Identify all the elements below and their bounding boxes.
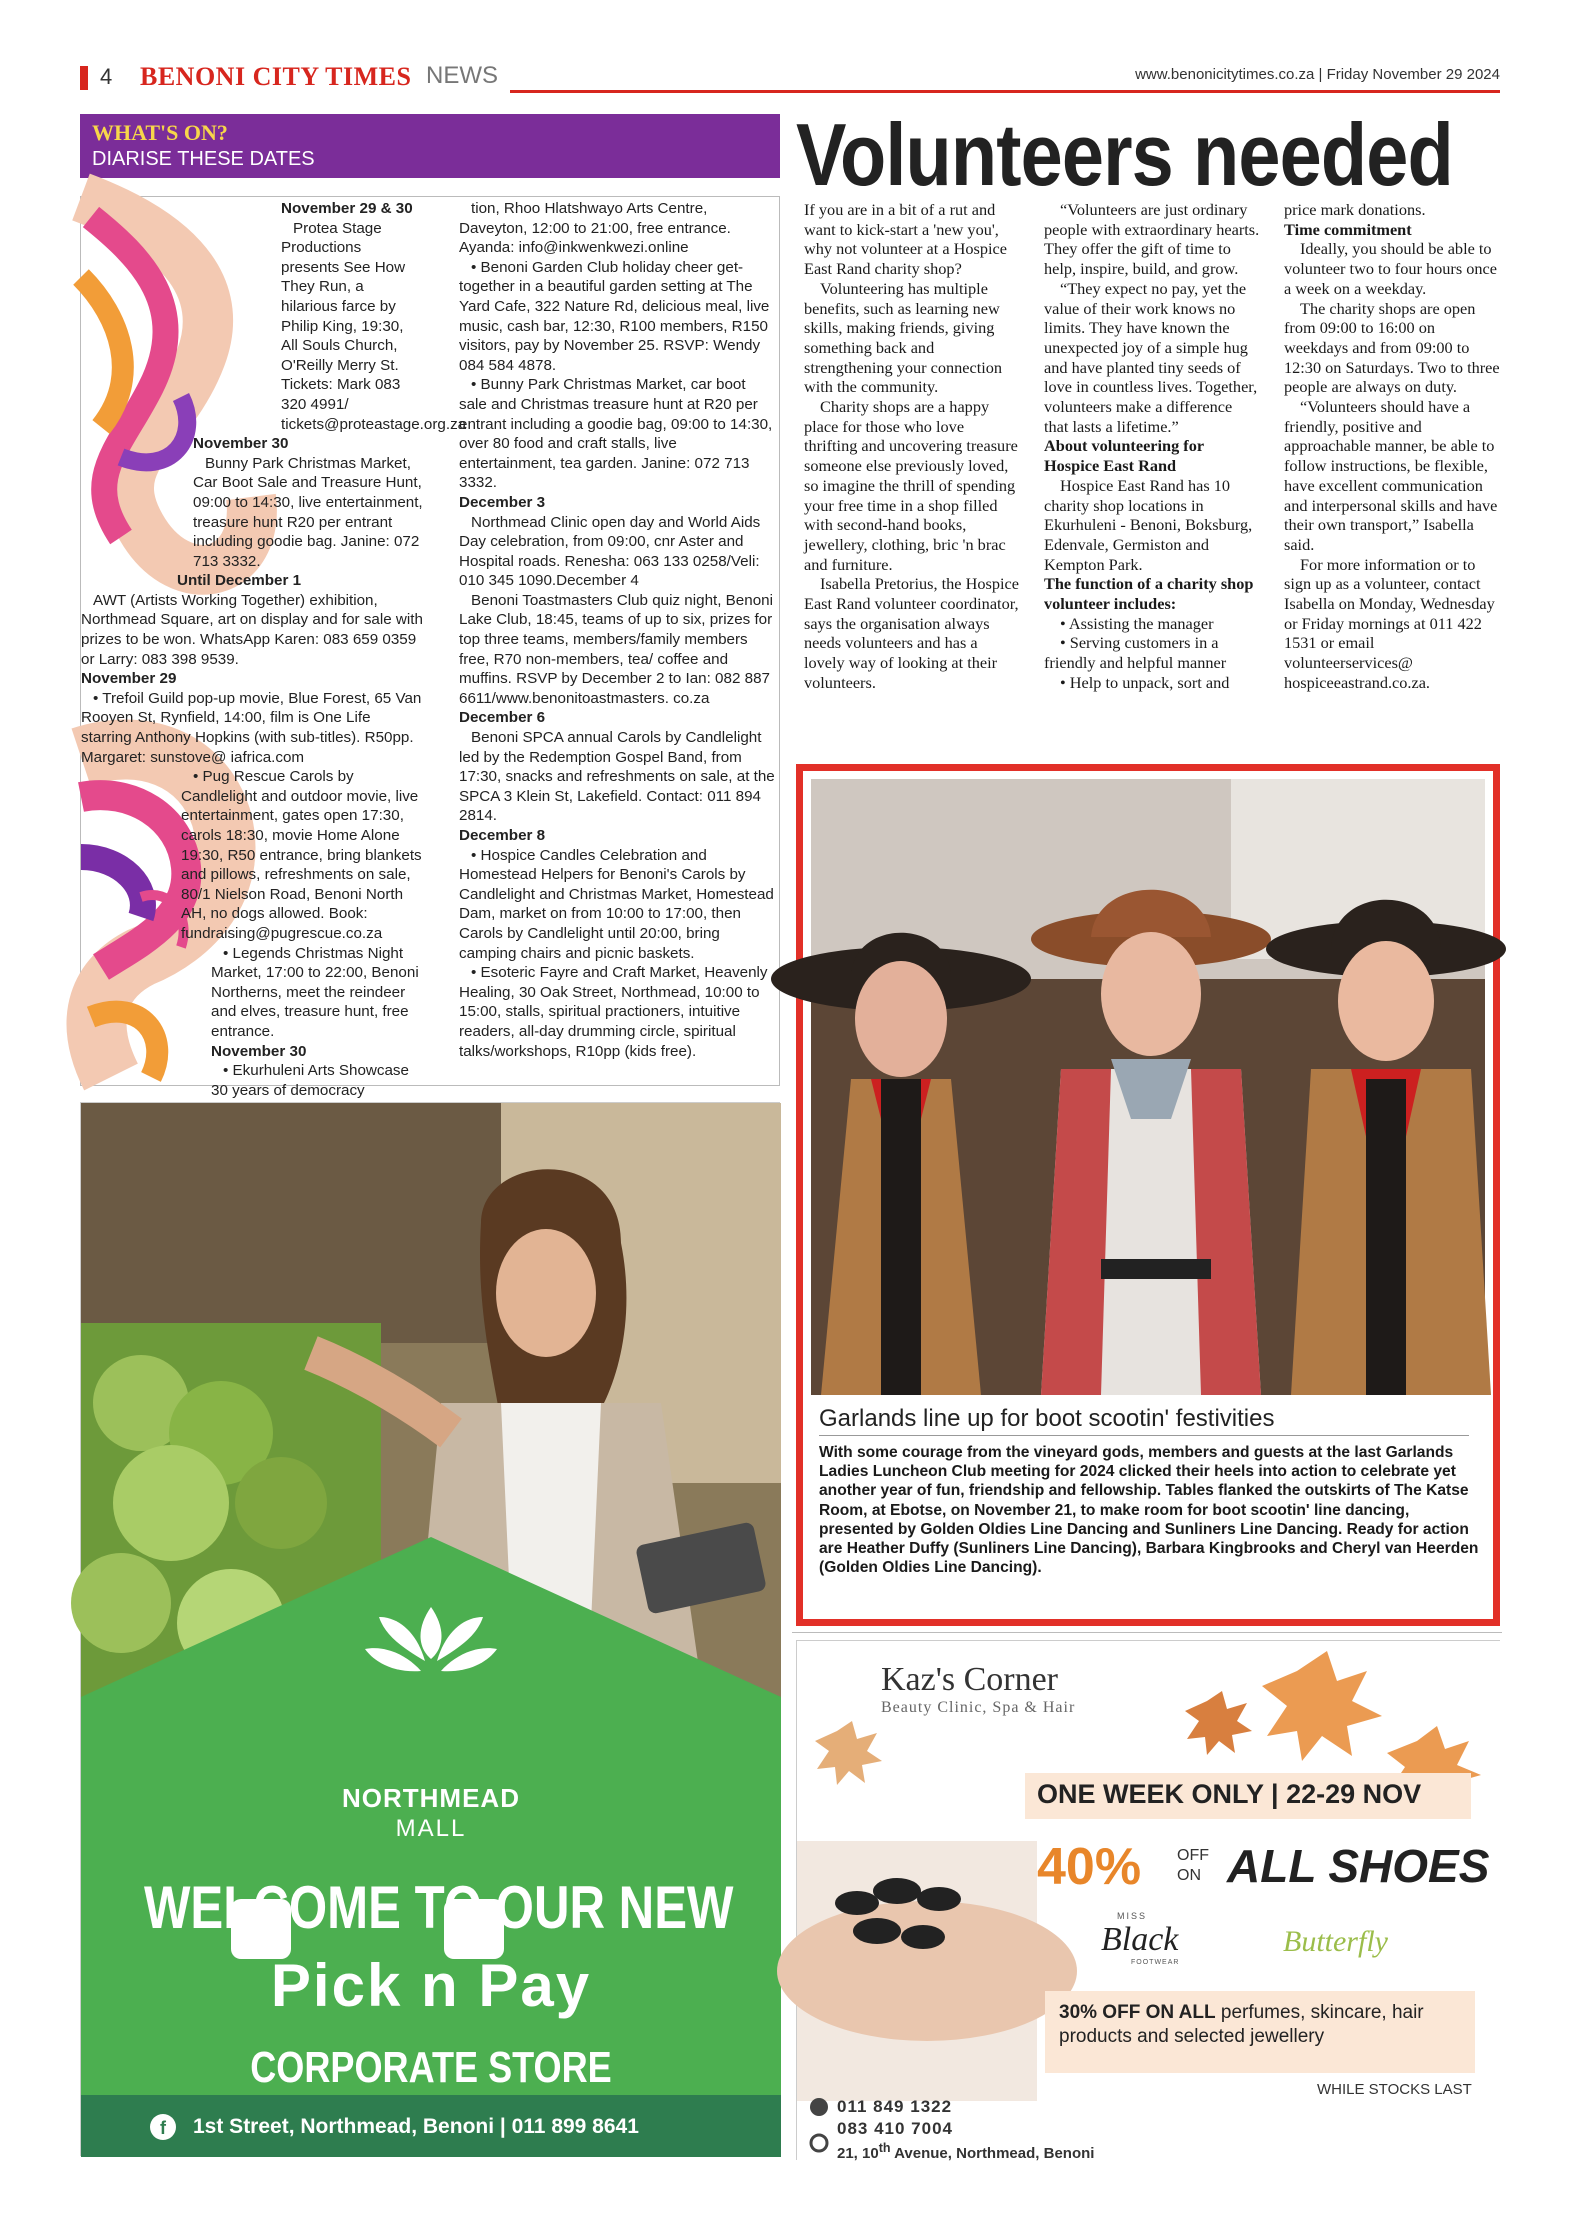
article-paragraph: The charity shops are open from 09:00 to 16:00 on weekdays and from 09:00 to 12:30 on Saturdays. Two to three people are always on duty. xyxy=(1284,298,1500,397)
off-label: OFF xyxy=(1177,1847,1209,1864)
page-header xyxy=(80,60,1500,100)
pick-n-pay-advert xyxy=(80,1102,780,2156)
article-paragraph: Isabella Pretorius, the Hospice East Rand volunteer coordinator, says the organisation always needs volunteers and has a lovely way of looking at their volunteers. xyxy=(804,574,1019,692)
event-entry: Benoni Toastmasters Club quiz night, Benoni Lake Club, 18:45, teams of up to six, prizes for top three teams, members/family members free, R70 non-members, tea/ coffee and muffins. RSVP by December 2 to Ian: 082 887 6611/www.benonitoastmasters. co.za xyxy=(459,591,773,707)
event-date: November 30 xyxy=(211,1042,307,1060)
mall-name: NORTHMEAD xyxy=(342,1783,520,1813)
event-entry: Benoni SPCA annual Carols by Candlelight led by the Redemption Gospel Band, from 17:30, snacks and refreshments on sale, at the SPCA 3 Klein St, Lakefield. Contact: 011 894 2814. xyxy=(459,729,775,825)
phone-number-1: 011 849 1322 xyxy=(837,2097,953,2116)
offer-bold: 30% OFF ON ALL xyxy=(1059,2002,1216,2023)
address-sup: th xyxy=(878,2141,891,2155)
article-column-1 xyxy=(804,200,1020,693)
whats-on-title: WHAT'S ON? xyxy=(92,120,228,145)
divider-line xyxy=(792,1632,1502,1633)
article-paragraph: Hospice East Rand has 10 charity shop locations in Ekurhuleni - Benoni, Boksburg, Edenvale, Germiston and Kempton Park. xyxy=(1044,475,1253,574)
event-entry: AWT (Artists Working Together) exhibition, Northmead Square, art on display and for sale with prizes to be won. WhatsApp Karen: 083 659 0359 or Larry: 083 398 9539. xyxy=(81,591,423,668)
event-date: December 3 xyxy=(459,493,546,511)
kaz-name: Kaz's Corner xyxy=(881,1661,1059,1698)
photo-feature-box xyxy=(796,764,1500,1626)
facebook-icon: f xyxy=(160,2118,166,2138)
article-paragraph: Volunteering has multiple benefits, such as learning new skills, making friends, giving something back and strengthening your connection with the community. xyxy=(804,278,1003,397)
article-subhead: Time commitment xyxy=(1284,219,1412,239)
event-entry: Protea Stage Productions presents See How They Run, a hilarious farce by Philip King, 19:30, All Souls Church, O'Reilly Merry St. Tickets: Mark 083 320 4991/ tickets@proteastage.org.za xyxy=(281,219,467,433)
whats-on-subtitle: DIARISE THESE DATES xyxy=(92,148,315,170)
cowgirls-photo xyxy=(811,779,1485,1395)
brand1-logo: Black xyxy=(1101,1921,1179,1958)
welcome-text: WELCOME TO OUR NEW xyxy=(144,1874,734,1941)
brand1-sub: FOOTWEAR xyxy=(1131,1959,1180,1966)
pnp-address-phone: 1st Street, Northmead, Benoni | 011 899 8641 xyxy=(193,2115,639,2138)
event-entry: • Ekurhuleni Arts Showcase 30 years of democracy xyxy=(211,1062,409,1099)
kazs-corner-advert xyxy=(796,1640,1500,2160)
phone-number-2: 083 410 7004 xyxy=(837,2119,953,2138)
page-number: 4 xyxy=(100,64,113,89)
whats-on-banner xyxy=(80,114,780,178)
event-date: November 29 & 30 xyxy=(281,200,413,217)
header-rule xyxy=(510,90,1500,93)
caption-title: Garlands line up for boot scootin' festivities xyxy=(819,1405,1275,1432)
while-stocks-last: WHILE STOCKS LAST xyxy=(1317,2081,1472,2098)
offer-rest: perfumes, skincare, hair products and selected jewellery xyxy=(1059,2002,1424,2047)
article-paragraph: “Volunteers are just ordinary people with extraordinary hearts. They offer the gift of time to help, inspire, build, and grow. xyxy=(1044,200,1260,279)
events-column-2 xyxy=(459,199,777,1061)
on-label: ON xyxy=(1177,1867,1201,1884)
article-paragraph: Ideally, you should be able to volunteer two to four hours once a week on a weekday. xyxy=(1284,239,1497,298)
discount-percent: 40% xyxy=(1037,1838,1142,1896)
event-entry: • Trefoil Guild pop-up movie, Blue Forest, 65 Van Rooyen St, Rynfield, 14:00, film is One Life starring Anthony Hopkins (with sub-titles). R50pp. Margaret: sunstove@ iafrica.com xyxy=(81,689,422,766)
site-and-date: www.benonicitytimes.co.za | Friday November 29 2024 xyxy=(1135,66,1500,83)
corporate-store-text: CORPORATE STORE xyxy=(250,2043,612,2092)
event-entry: tion, Rhoo Hlatshwayo Arts Centre, Daveyton, 12:00 to 21:00, free entrance. Ayanda: info@inkwenkwezi.online xyxy=(459,200,731,257)
article-subhead: About volunteering for Hospice East Rand xyxy=(1044,436,1204,476)
section-name: NEWS xyxy=(426,62,498,89)
kaz-address xyxy=(837,2141,1094,2162)
event-entry: • Pug Rescue Carols by Candlelight and outdoor movie, live entertainment, gates open 17:30, carols 18:30, movie Home Alone 19:30, R50 entrance, bring blankets and pillows, refreshments on sale, 80/1 Nielson Road, Benoni North AH, no dogs allowed. Book: fundraising@pugrescue.co.za xyxy=(181,768,422,942)
event-date: December 8 xyxy=(459,827,546,844)
article-column-3 xyxy=(1284,200,1500,693)
article-paragraph: • Serving customers in a friendly and helpful manner xyxy=(1044,633,1227,673)
event-entry: • Legends Christmas Night Market, 17:00 to 22:00, Benoni Northerns, meet the reindeer and elves, treasure hunt, free entrance. xyxy=(211,944,419,1040)
event-date: November 30 xyxy=(193,435,289,453)
article-paragraph: • Assisting the manager xyxy=(1060,613,1214,633)
event-entry: • Benoni Garden Club holiday cheer get-together in a beautiful garden setting at The Yard Cafe, 322 Nature Rd, delicious meal, live music, cash bar, 12:30, R100 members, R150 visitors, pay by November 25. RSVP: Wendy 084 584 4878. xyxy=(459,258,770,374)
event-date: December 6 xyxy=(459,709,546,727)
article-subhead: The function of a charity shop volunteer includes: xyxy=(1044,574,1254,614)
one-week-banner: ONE WEEK ONLY | 22-29 NOV xyxy=(1037,1779,1422,1809)
article-paragraph: “They expect no pay, yet the value of their work knows no limits. They have known the unexpected joy of a simple hug and have planted tiny seeds of love in countless lives. Together, volunteers make a difference that lasts a lifetime.” xyxy=(1044,278,1258,436)
mall-label: MALL xyxy=(395,1815,467,1842)
article-paragraph: For more information or to sign up as a volunteer, contact Isabella on Monday, Wednesday or Friday mornings at 011 422 1531 or email volunteerservices@ hospiceeastrand.co.za. xyxy=(1284,554,1495,692)
header-red-marker xyxy=(80,66,88,90)
event-entry: Northmead Clinic open day and World Aids Day celebration, from 09:00, cnr Aster and Hospital roads. Renesha: 063 133 0258/Veli: 010 345 1090.December 4 xyxy=(459,513,761,590)
events-column-1 xyxy=(81,199,467,1120)
brand1-small: MISS xyxy=(1117,1911,1148,1921)
offer-text xyxy=(1059,2001,1459,2049)
event-entry: Bunny Park Christmas Market, Car Boot Sale and Treasure Hunt, 09:00 to 14:30, live entertainment, treasure hunt R20 per entrant including goodie bag. Janine: 072 713 3332. xyxy=(193,454,423,570)
article-paragraph: “Volunteers should have a friendly, positive and approachable manner, be able to follow instructions, be flexible, have excellent communication and interpersonal skills and have their own transport,” Isabella said. xyxy=(1284,397,1498,554)
article-paragraph: • Help to unpack, sort and xyxy=(1060,672,1230,692)
article-column-2 xyxy=(1044,200,1260,693)
caption-body: With some courage from the vineyard gods, members and guests at the last Garlands Ladies Luncheon Club meeting for 2024 clicked their heels into action to celebrate yet another year of fun, friendship and fellowship. Tables flanked the outskirts of The Katse Room, at Ebotse, on November 21, to make room for boot scootin' line dancing, presented by Golden Oldies Line Dancing and Sunliners Line Dancing. Ready for action are Heather Duffy (Sunliners Line Dancing), Barbara Kingbrooks and Cheryl van Heerden (Golden Oldies Line Dancing). xyxy=(819,1444,1479,1577)
article-headline: Volunteers needed xyxy=(796,105,1453,204)
all-shoes-text: ALL SHOES xyxy=(1227,1840,1490,1892)
paper-name: BENONI CITY TIMES xyxy=(140,62,412,91)
caption-rule xyxy=(819,1435,1469,1436)
pick-n-pay-logo: Pick n Pay xyxy=(270,1952,592,2019)
article-paragraph: If you are in a bit of a rut and want to kick-start a 'new you', why not volunteer at a Hospice East Rand charity shop? xyxy=(804,200,1008,279)
event-entry: • Hospice Candles Celebration and Homestead Helpers for Benoni's Carols by Candlelight and Christmas Market, Homestead Dam, market on from 10:00 to 17:00, then Carols by Candlelight until 20:00, bring camping chairs and picnic baskets. xyxy=(459,846,774,962)
event-entry: • Bunny Park Christmas Market, car boot sale and Christmas treasure hunt at R20 per entrant including a goodie bag, 09:00 to 14:30, over 80 food and craft stalls, live entertainment, tea garden. Janine: 072 713 3332. xyxy=(459,376,773,492)
article-paragraph: Charity shops are a happy place for those who love thrifting and uncovering treasure someone else previously loved, so imagine the thrill of spending your free time in a shop filled with second-hand books, jewellery, clothing, bric 'n brac and furniture. xyxy=(804,397,1018,574)
event-date: November 29 xyxy=(81,670,177,688)
cowgirls-illustration xyxy=(811,779,1485,1395)
event-entry: • Esoteric Fayre and Craft Market, Heavenly Healing, 30 Oak Street, Northmead, 10:00 to 15:00, stalls, spiritual practioners, intuitive readers, all-day drumming circle, spiritual talks/workshops, R10pp (kids free). xyxy=(459,964,768,1060)
address-post: Avenue, Northmead, Benoni xyxy=(890,2145,1095,2162)
address-pre: 21, 10 xyxy=(837,2145,879,2162)
events-listing xyxy=(80,196,780,1099)
kaz-tagline: Beauty Clinic, Spa & Hair xyxy=(881,1699,1076,1716)
article-paragraph: price mark donations. xyxy=(1284,200,1426,219)
brand2-logo: Butterfly xyxy=(1283,1925,1388,1958)
event-date: Until December 1 xyxy=(177,572,302,590)
